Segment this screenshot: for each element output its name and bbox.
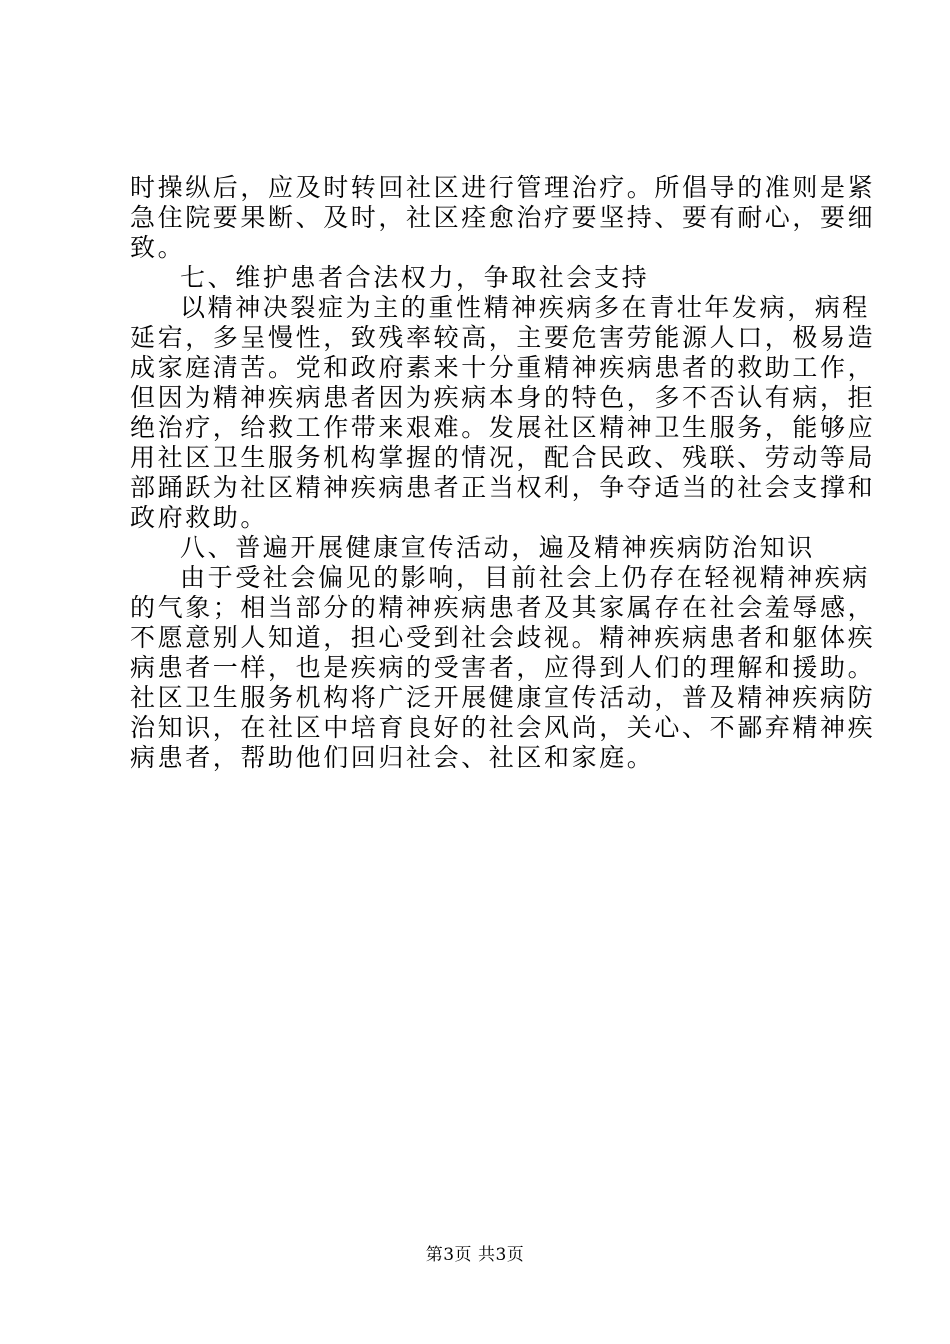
text-line: 治知识，在社区中培育良好的社会风尚，关心、不鄙弃精神疾 (130, 713, 876, 742)
text-line: 急住院要果断、及时，社区痊愈治疗要坚持、要有耐心，要细 (130, 203, 876, 232)
text-line: 成家庭清苦。党和政府素来十分重精神疾病患者的救助工作， (130, 353, 876, 382)
text-line: 部踊跃为社区精神疾病患者正当权利，争夺适当的社会支撑和 (130, 473, 876, 502)
document-body (130, 173, 876, 773)
text-line: 不愿意别人知道，担心受到社会歧视。精神疾病患者和躯体疾 (130, 623, 876, 652)
text-line: 但因为精神疾病患者因为疾病本身的特色，多不否认有病，拒 (130, 383, 876, 412)
text-line: 时操纵后，应及时转回社区进行管理治疗。所倡导的准则是紧 (130, 173, 876, 202)
text-line: 由于受社会偏见的影响，目前社会上仍存在轻视精神疾病 (180, 563, 871, 592)
text-line: 八、普遍开展健康宣传活动，遍及精神疾病防治知识 (180, 533, 815, 562)
text-line: 病患者，帮助他们回归社会、社区和家庭。 (130, 743, 655, 772)
text-line: 病患者一样，也是疾病的受害者，应得到人们的理解和援助。 (130, 653, 876, 682)
text-line: 延宕，多呈慢性，致残率较高，主要危害劳能源人口，极易造 (130, 323, 876, 352)
text-line: 的气象；相当部分的精神疾病患者及其家属存在社会羞辱感， (130, 593, 876, 622)
text-line: 政府救助。 (130, 503, 269, 532)
text-line: 绝治疗，给救工作带来艰难。发展社区精神卫生服务，能够应 (130, 413, 876, 442)
text-line: 用社区卫生服务机构掌握的情况，配合民政、残联、劳动等局 (130, 443, 876, 472)
text-line: 致。 (130, 233, 186, 262)
text-line: 以精神决裂症为主的重性精神疾病多在青壮年发病，病程 (180, 293, 871, 322)
page-footer: 第3页 共3页 (425, 1245, 525, 1265)
text-line: 社区卫生服务机构将广泛开展健康宣传活动，普及精神疾病防 (130, 683, 876, 712)
text-line: 七、维护患者合法权力，争取社会支持 (180, 263, 650, 292)
